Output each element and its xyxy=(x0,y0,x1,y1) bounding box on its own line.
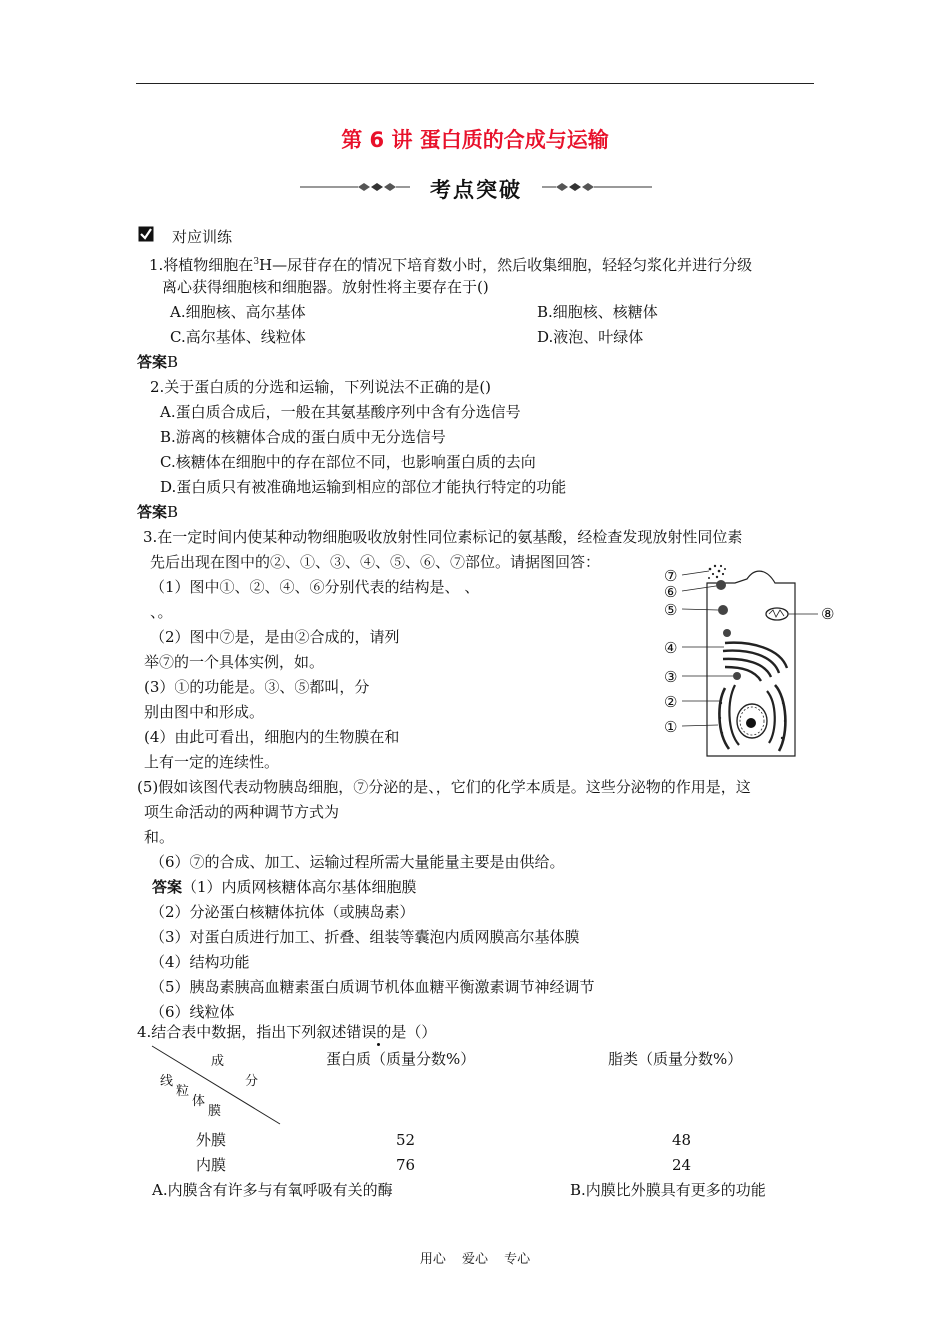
corner-header-char: 体 xyxy=(192,1094,206,1109)
q1-option-d: D.液泡、叶绿体 xyxy=(537,328,644,346)
figure-label-5: ⑤ xyxy=(664,601,678,619)
section-heading-text: 考点突破 xyxy=(430,178,522,202)
q3-line: (4）由此可看出，细胞内的生物膜在和 xyxy=(144,728,400,746)
corner-header-char: 线 xyxy=(160,1074,174,1089)
top-rule xyxy=(136,83,814,84)
q1-answer: 答案B xyxy=(137,353,179,371)
q4-option-b: B.内膜比外膜具有更多的功能 xyxy=(570,1181,766,1199)
q1-stem-line2: 离心获得细胞核和细胞器。放射性将主要存在于() xyxy=(162,278,489,296)
page-footer xyxy=(0,1248,950,1267)
q3-line: 上有一定的连续性。 xyxy=(144,753,280,771)
emphasis-dot xyxy=(377,1043,380,1046)
table-cell-protein: 76 xyxy=(396,1156,416,1174)
q3-line: 3.在一定时间内使某种动物细胞吸收放射性同位素标记的氨基酸，经检查发现放射性同位素 xyxy=(143,528,743,546)
table-row-name: 内膜 xyxy=(196,1156,227,1174)
table-cell-lipid: 48 xyxy=(672,1131,692,1149)
q3-line: 别由图中和形成。 xyxy=(144,703,265,721)
table-header-lipid: 脂类（质量分数%） xyxy=(608,1050,743,1068)
practice-label: 对应训练 xyxy=(172,228,233,246)
q3-answer: 答案（1）内质网核糖体高尔基体细胞膜 xyxy=(152,878,417,896)
q3-line: 项生命活动的两种调节方式为 xyxy=(144,803,340,821)
q1-option-c: C.高尔基体、线粒体 xyxy=(170,328,306,346)
corner-header-char: 成 xyxy=(211,1054,225,1069)
q4-stem: 4.结合表中数据，指出下列叙述错误的是（） xyxy=(137,1023,437,1041)
q3-line: 举⑦的一个具体实例，如。 xyxy=(144,653,325,671)
figure-label-6: ⑥ xyxy=(664,583,678,601)
q1-stem-line1: 1.将植物细胞在$^3$H—尿苷存在的情况下培育数小时，然后收集细胞，轻轻匀浆化并进行分级 xyxy=(149,256,753,274)
footer-word: 专心 xyxy=(504,1252,531,1267)
q3-answer-line: （4）结构功能 xyxy=(150,953,250,971)
footer-word: 爱心 xyxy=(461,1252,488,1267)
corner-header-char: 膜 xyxy=(208,1104,222,1119)
q3-answer-line: （3）对蛋白质进行加工、折叠、组装等囊泡内质网膜高尔基体膜 xyxy=(150,928,580,946)
q3-line: 、。 xyxy=(150,603,173,621)
q2-option-a: A.蛋白质合成后，一般在其氨基酸序列中含有分选信号 xyxy=(160,403,521,421)
q3-answer-line: （2）分泌蛋白核糖体抗体（或胰岛素） xyxy=(150,903,415,921)
figure-label-2: ② xyxy=(664,693,678,711)
figure-label-8: ⑧ xyxy=(821,605,835,623)
q2-answer: 答案B xyxy=(137,503,179,521)
figure-label-1: ① xyxy=(664,718,678,736)
table-row-name: 外膜 xyxy=(196,1131,227,1149)
cell-diagram xyxy=(655,563,850,763)
q3-answer-line: （6）线粒体 xyxy=(150,1003,235,1021)
table-cell-protein: 52 xyxy=(396,1131,416,1149)
table-header-protein: 蛋白质（质量分数%） xyxy=(326,1050,476,1068)
q3-line: (3）①的功能是。③、⑤都叫，分 xyxy=(144,678,370,696)
q3-line: （6）⑦的合成、加工、运输过程所需大量能量主要是由供给。 xyxy=(150,853,565,871)
table-cell-lipid: 24 xyxy=(672,1156,692,1174)
q1-option-b: B.细胞核、核糖体 xyxy=(537,303,658,321)
q1-option-a: A.细胞核、高尔基体 xyxy=(170,303,306,321)
section-heading xyxy=(300,172,652,202)
corner-header-char: 粒 xyxy=(176,1084,190,1099)
corner-header-char: 分 xyxy=(245,1074,259,1089)
q3-line: （2）图中⑦是，是由②合成的，请列 xyxy=(150,628,400,646)
figure-label-7: ⑦ xyxy=(664,567,678,585)
q2-option-b: B.游离的核糖体合成的蛋白质中无分选信号 xyxy=(160,428,446,446)
q2-option-c: C.核糖体在细胞中的存在部位不同，也影响蛋白质的去向 xyxy=(160,453,536,471)
q4-option-a: A.内膜含有许多与有氧呼吸有关的酶 xyxy=(152,1181,393,1199)
page-title: 第 6 讲 蛋白质的合成与运输 xyxy=(341,128,609,152)
q2-option-d: D.蛋白质只有被准确地运输到相应的部位才能执行特定的功能 xyxy=(160,478,567,496)
footer-word: 用心 xyxy=(419,1252,446,1267)
figure-label-4: ④ xyxy=(664,639,678,657)
q2-stem: 2.关于蛋白质的分选和运输，下列说法不正确的是() xyxy=(150,378,492,396)
q3-answer-line: （5）胰岛素胰高血糖素蛋白质调节机体血糖平衡激素调节神经调节 xyxy=(150,978,595,996)
q3-line: 先后出现在图中的②、①、③、④、⑤、⑥、⑦部位。请据图回答： xyxy=(150,553,601,571)
figure-label-3: ③ xyxy=(664,668,678,686)
q3-line: (5)假如该图代表动物胰岛细胞，⑦分泌的是、，它们的化学本质是。这些分泌物的作用是，这 xyxy=(137,778,751,796)
q3-line: 和。 xyxy=(144,828,175,846)
checkbox-icon xyxy=(138,226,154,242)
q3-line: （1）图中①、②、④、⑥分别代表的结构是、 、 xyxy=(150,578,480,596)
